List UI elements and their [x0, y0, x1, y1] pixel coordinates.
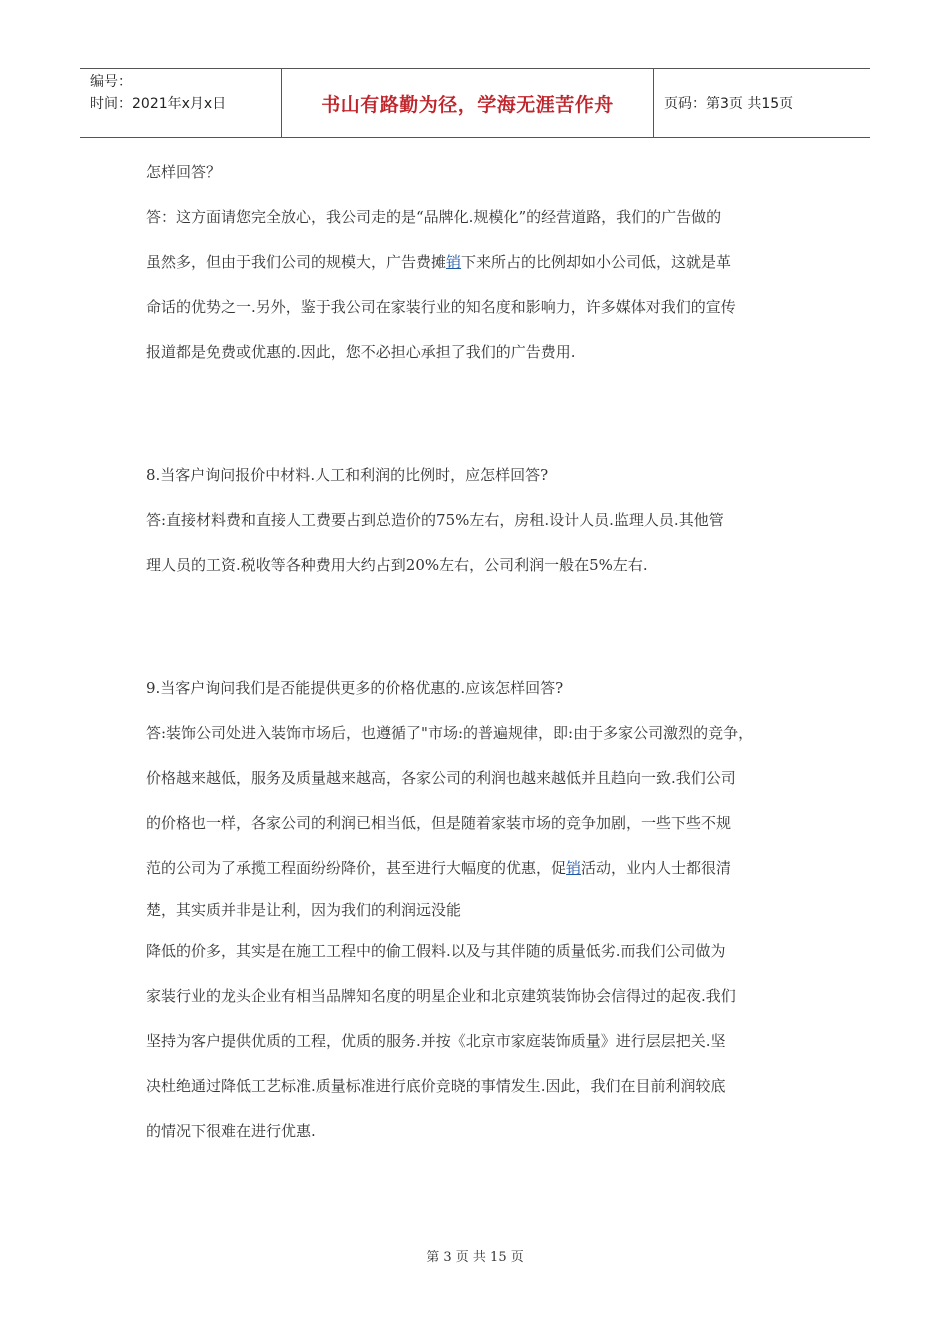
body-line: 的价格也一样，各家公司的利润已相当低，但是随着家装市场的竞争加剧，一些下些不规 — [146, 814, 732, 832]
body-line: 答:直接材料费和直接人工费要占到总造价的75%左右，房租.设计人员.监理人员.其他管 — [146, 511, 724, 529]
body-line: 怎样回答？ — [146, 163, 222, 181]
body-line: 理人员的工资.税收等各种费用大约占到20%左右，公司利润一般在5%左右. — [146, 556, 648, 574]
body-line: 报道都是免费或优惠的.因此，您不必担心承担了我们的广告费用. — [146, 343, 576, 361]
body-line: 家装行业的龙头企业有相当品牌知名度的明星企业和北京建筑装饰协会信得过的起夜.我们 — [146, 987, 736, 1005]
question-title: 9.当客户询问我们是否能提供更多的价格优惠的.应该怎样回答? — [146, 679, 564, 697]
body-line: 答：这方面请您完全放心，我公司走的是“品牌化.规模化”的经营道路，我们的广告做的 — [146, 208, 722, 226]
body-line: 虽然多，但由于我们公司的规模大，广告费摊销下来所占的比例却如小公司低，这就是革 — [146, 253, 732, 271]
header-page-info: 页码：第3页 共15页 — [664, 96, 794, 112]
body-line: 坚持为客户提供优质的工程，优质的服务.并按《北京市家庭装饰质量》进行层层把关.坚 — [146, 1032, 726, 1050]
body-line: 的情况下很难在进行优惠. — [146, 1122, 316, 1140]
body-line: 决杜绝通过降低工艺标准.质量标准进行底价竞晓的事情发生.因此，我们在目前利润较底 — [146, 1077, 726, 1095]
body-line: 楚，其实质并非是让利，因为我们的利润远没能 — [146, 901, 462, 919]
page-header — [80, 68, 870, 138]
header-motto: 书山有路勤为径，学海无涯苦作舟 — [321, 93, 614, 116]
question-8-block — [146, 453, 826, 588]
footer-page-number: 第 3 页 共 15 页 — [426, 1250, 524, 1265]
hyperlink-xiao[interactable]: 销 — [446, 253, 462, 271]
question-title: 8.当客户询问报价中材料.人工和利润的比例时，应怎样回答? — [146, 466, 549, 484]
document-time-label: 时间：2021年x月x日 — [90, 96, 227, 112]
document-body — [146, 150, 826, 1154]
body-line: 价格越来越低，服务及质量越来越高，各家公司的利润也越来越低并且趋向一致.我们公司 — [146, 769, 736, 787]
header-meta — [80, 69, 282, 137]
body-line: 命话的优势之一.另外，鉴于我公司在家装行业的知名度和影响力，许多媒体对我们的宣传 — [146, 298, 736, 316]
answer-7-block — [146, 150, 826, 375]
document-number-label: 编号： — [90, 74, 132, 90]
body-line: 答:装饰公司处进入装饰市场后，也遵循了"市场:的普遍规律，即:由于多家公司激烈的竞争， — [146, 724, 754, 742]
body-line: 范的公司为了承揽工程面纷纷降价，甚至进行大幅度的优惠，促销活动，业内人士都很清 — [146, 859, 732, 877]
header-motto-cell — [282, 69, 654, 137]
question-9-block — [146, 666, 826, 1154]
body-line: 降低的价多，其实是在施工工程中的偷工假料.以及与其伴随的质量低劣.而我们公司做为 — [146, 942, 726, 960]
page-footer — [0, 1246, 950, 1265]
hyperlink-xiao[interactable]: 销 — [566, 859, 582, 877]
header-page-info-cell — [654, 69, 870, 137]
